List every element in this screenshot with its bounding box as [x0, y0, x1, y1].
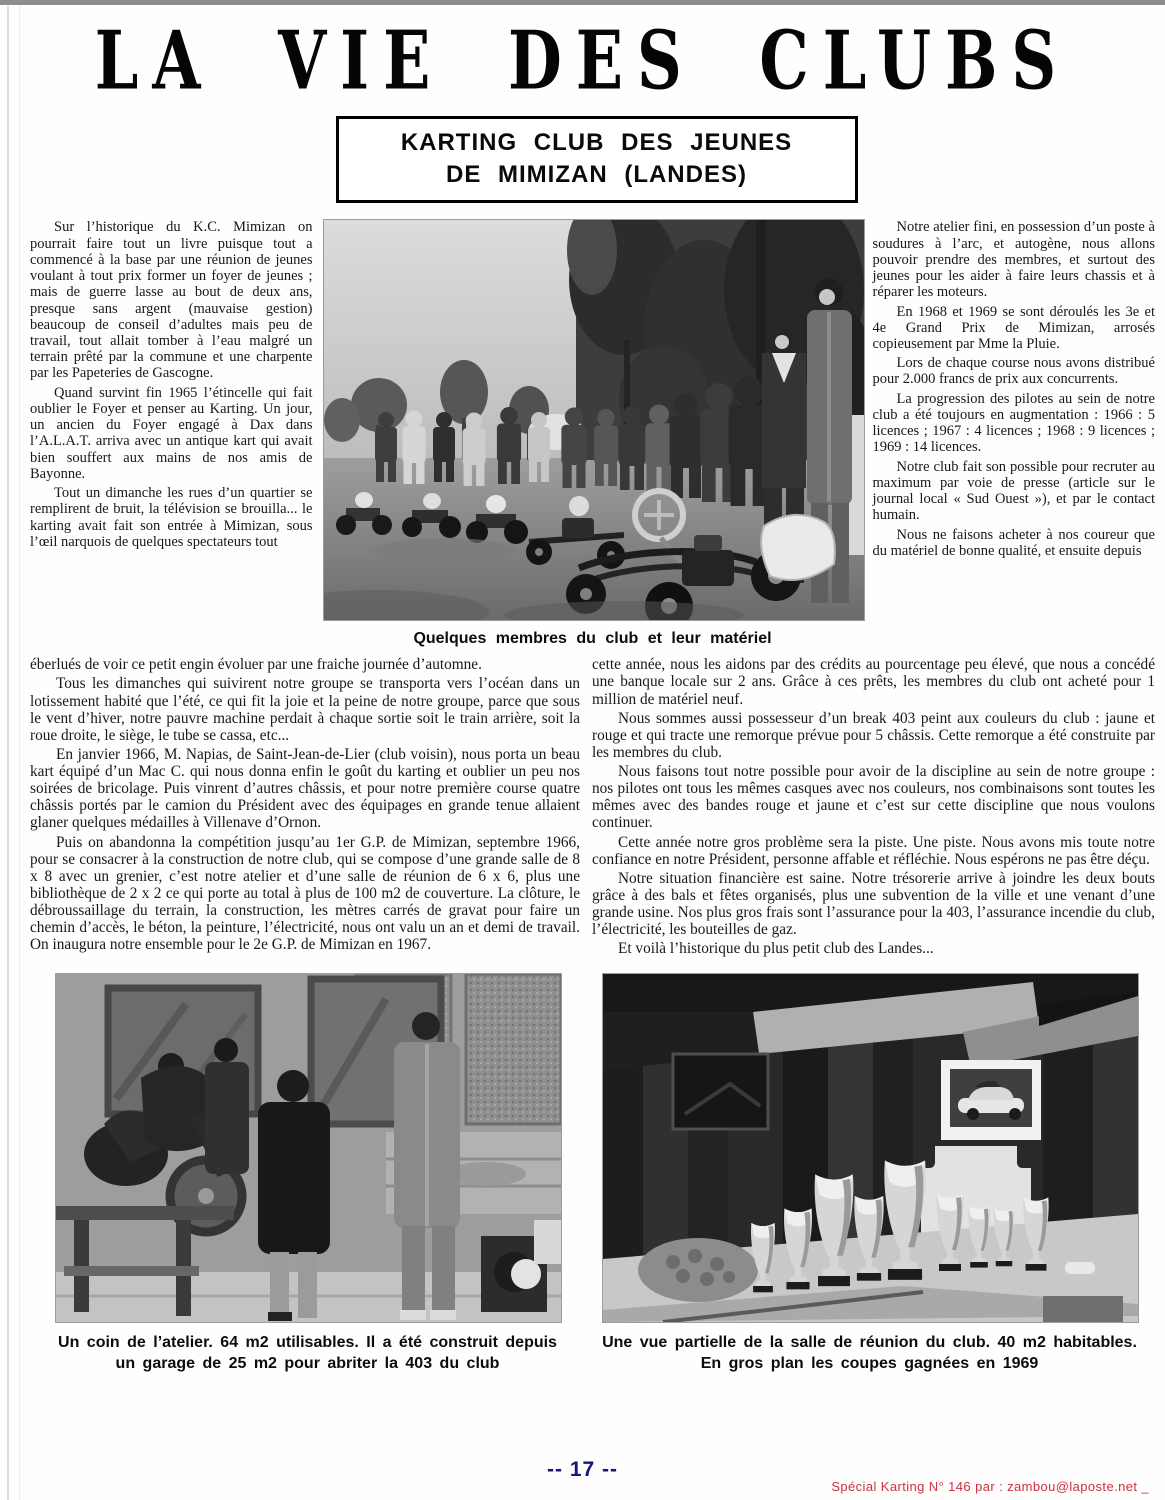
paragraph: Puis on abandonna la compétition jusqu’au 1er G.P. de Mimizan, septembre 1966, pour se consacrer à la construction de notre club, qui se compose d’une grande salle de 8 x 8 avec un grenier, c’est notre atelier et d’une salle de réunion de 6 x 6, plus une bibliothèque de 2 x 2 ce qui porte au total à plus de 100 m2 de couverture. La clôture, le débroussaillage du terrain, la construction, les mètres carrés de gravat pour faire un chemin d’accès, le béton, la peinture, l’électricité, nous ont valu un an et demi de travail. On inaugura notre ensemble pour le 2e G.P. de Mimizan en 1967. [30, 833, 580, 954]
paragraph: Tous les dimanches qui suivirent notre groupe se transporta vers l’océan dans un lotissement habité que l’été, ce qui fit la joie et la peine de notre groupe, parce que sous le vent d’hiver, notre pauvre machine perdait à chaque sortie soit le train arrière, soit la roue droite, le siège, le tube se cassa, etc... [30, 675, 580, 744]
paragraph: La progression des pilotes au sein de notre club a été toujours en augmentation : 1966 : 5 licences ; 1967 : 4 licences ; 1968 : 9 licences ; 1969 : 14 licences. [872, 390, 1155, 456]
paragraph: En 1968 et 1969 se sont déroulés les 3e et 4e Grand Prix de Mimizan, arrosés copieusement par Mme la Pluie. [872, 303, 1155, 352]
meeting-room-photo [602, 973, 1139, 1323]
club-title-line1: KARTING CLUB DES JEUNES [400, 129, 793, 156]
bottom-photos-row [55, 973, 1135, 1375]
scan-left-edge [7, 5, 9, 1500]
paragraph: Notre situation financière est saine. Notre trésorerie arrive à joindre les deux bouts grâce à des bals et fêtes organisés, plus une subvention de la ville et une venant d’une grande usine. Nos plus gros frais sont l’assurance pour la 403, l’assurance incendie du club, l’électricité, les bouteilles de gaz. [592, 869, 1155, 939]
page-title-text: LA VIE DES CLUBS [94, 12, 1071, 108]
page-number: -- 17 -- [547, 1458, 618, 1481]
workshop-figure [55, 973, 562, 1375]
paragraph: Sur l’historique du K.C. Mimizan on pourrait faire tout un livre puisque tout a commencé à la base par une réunion de jeunes voulant à tout prix former un foyer de jeunes ; mais de guerre lasse au bout de deux ans, presque sans argent (mauvaise gestion) beaucoup de conseil d’adultes mais peu de travail, tout allait tomber à l’eau malgré un terrain prêté par la commune et une charpente par les Papeteries de Gascogne. [30, 219, 313, 382]
cushion [638, 1238, 758, 1302]
white-seat [761, 515, 835, 580]
club-title-line2: DE MIMIZAN (LANDES) [446, 160, 747, 188]
right-wide-column [592, 656, 1155, 959]
scan-left-edge-2 [19, 5, 20, 1500]
wide-section [30, 656, 1155, 959]
right-text-column [873, 219, 1156, 648]
paragraph: En janvier 1966, M. Napias, de Saint-Jean-de-Lier (club voisin), nous porta un beau kart équipé d’un Mac C. qui nous donna enfin le goût du karting et oublier un peu nos soirées de bricolage. Puis vinrent d’autres châssis, et pour notre première course quatre châssis portés par le camion du Président avec des équipages en grande tenue allaient glaner quelques médailles à Villenave d’Ornon. [30, 745, 580, 832]
club-members-photo [323, 219, 865, 621]
paragraph: Nous faisons tout notre possible pour avoir de la discipline au sein de notre groupe : nos pilotes ont tous les mêmes casques avec nos couleurs, nos combinaisons sont toutes les mêmes avec des bandes rouge et jaune et c’est sur cette discipline que nous voulons continuer. [592, 763, 1155, 832]
footer-credit: Spécial Karting N° 146 par : zambou@laposte.net _ [831, 1479, 1149, 1494]
left-wide-column [30, 656, 580, 959]
paragraph: Quand survint fin 1965 l’étincelle qui fait oublier le Foyer et penser au Karting. Un jour, un ancien du Foyer engagé à Dax dans l’A.L.A.T. arriva avec un antique kart qui avait bien souffert aux mains de nos amis de Bayonne. [30, 384, 313, 482]
left-text-column [30, 219, 313, 648]
car-picture-frame [941, 1060, 1041, 1140]
paragraph: Lors de chaque course nous avons distribué pour 2.000 francs de prix aux concurrents. [872, 355, 1155, 388]
bottom-right-caption: Une vue partielle de la salle de réunion du club. 40 m2 habitables. En gros plan les coupes gagnées en 1969 [602, 1334, 1137, 1373]
scan-top-edge [0, 0, 1165, 5]
workshop-photo [55, 973, 562, 1323]
club-title-box [336, 116, 858, 203]
meeting-room-figure [602, 973, 1139, 1375]
paragraph: Tout un dimanche les rues d’un quartier se remplirent de bruit, la télévision se brouilla... le karting avait fait son entrée à Mimizan, sous l’œil narquois de quelques spectateurs tout [30, 485, 313, 550]
top-photo-column [323, 219, 863, 648]
paragraph: éberlués de voir ce petit engin évoluer par une fraiche journée d’automne. [30, 656, 482, 674]
top-photo-caption: Quelques membres du club et leur matériel [413, 630, 772, 648]
top-section [30, 219, 1155, 648]
paragraph: Nous ne faisons acheter à nos coureur que du matériel de bonne qualité, et ensuite depuis [872, 526, 1155, 559]
paragraph: cette année, nous les aidons par des crédits au pourcentage peu élevé, que nous a concédé une banque locale sur 2 ans. Grâce à ces prêts, les membres du club ont acheté pour 1 million de matériel neuf. [592, 656, 1155, 708]
paragraph: Cette année notre gros problème sera la piste. Une piste. Nous avons mis toute notre confiance en notre Président, personne affable et réfléchie. Nous espérons ne pas être déçu. [592, 833, 1155, 868]
paragraph: Notre atelier fini, en possession d’un poste à soudures à l’arc, et autogène, nous allons pouvoir prendre des membres, et surtout des jeunes pour les aider à faire leurs chassis et à réparer les moteurs. [872, 219, 1155, 301]
paragraph: Notre club fait son possible pour recruter au maximum par voie de presse (article sur le journal local « Sud Ouest »), et par le contact humain. [872, 458, 1155, 524]
paragraph: Nous sommes aussi possesseur d’un break 403 peint aux couleurs du club : jaune et rouge et qui tracte une remorque prévue pour 5 châssis. Cette remorque a été construite par les membres du club. [592, 709, 1155, 761]
bottom-left-caption: Un coin de l’atelier. 64 m2 utilisables. Il a été construit depuis un garage de 25 m2 pour abriter la 403 du club [58, 1334, 557, 1373]
paragraph: Et voilà l’historique du plus petit club des Landes... [618, 940, 934, 958]
page-title [0, 12, 1165, 108]
